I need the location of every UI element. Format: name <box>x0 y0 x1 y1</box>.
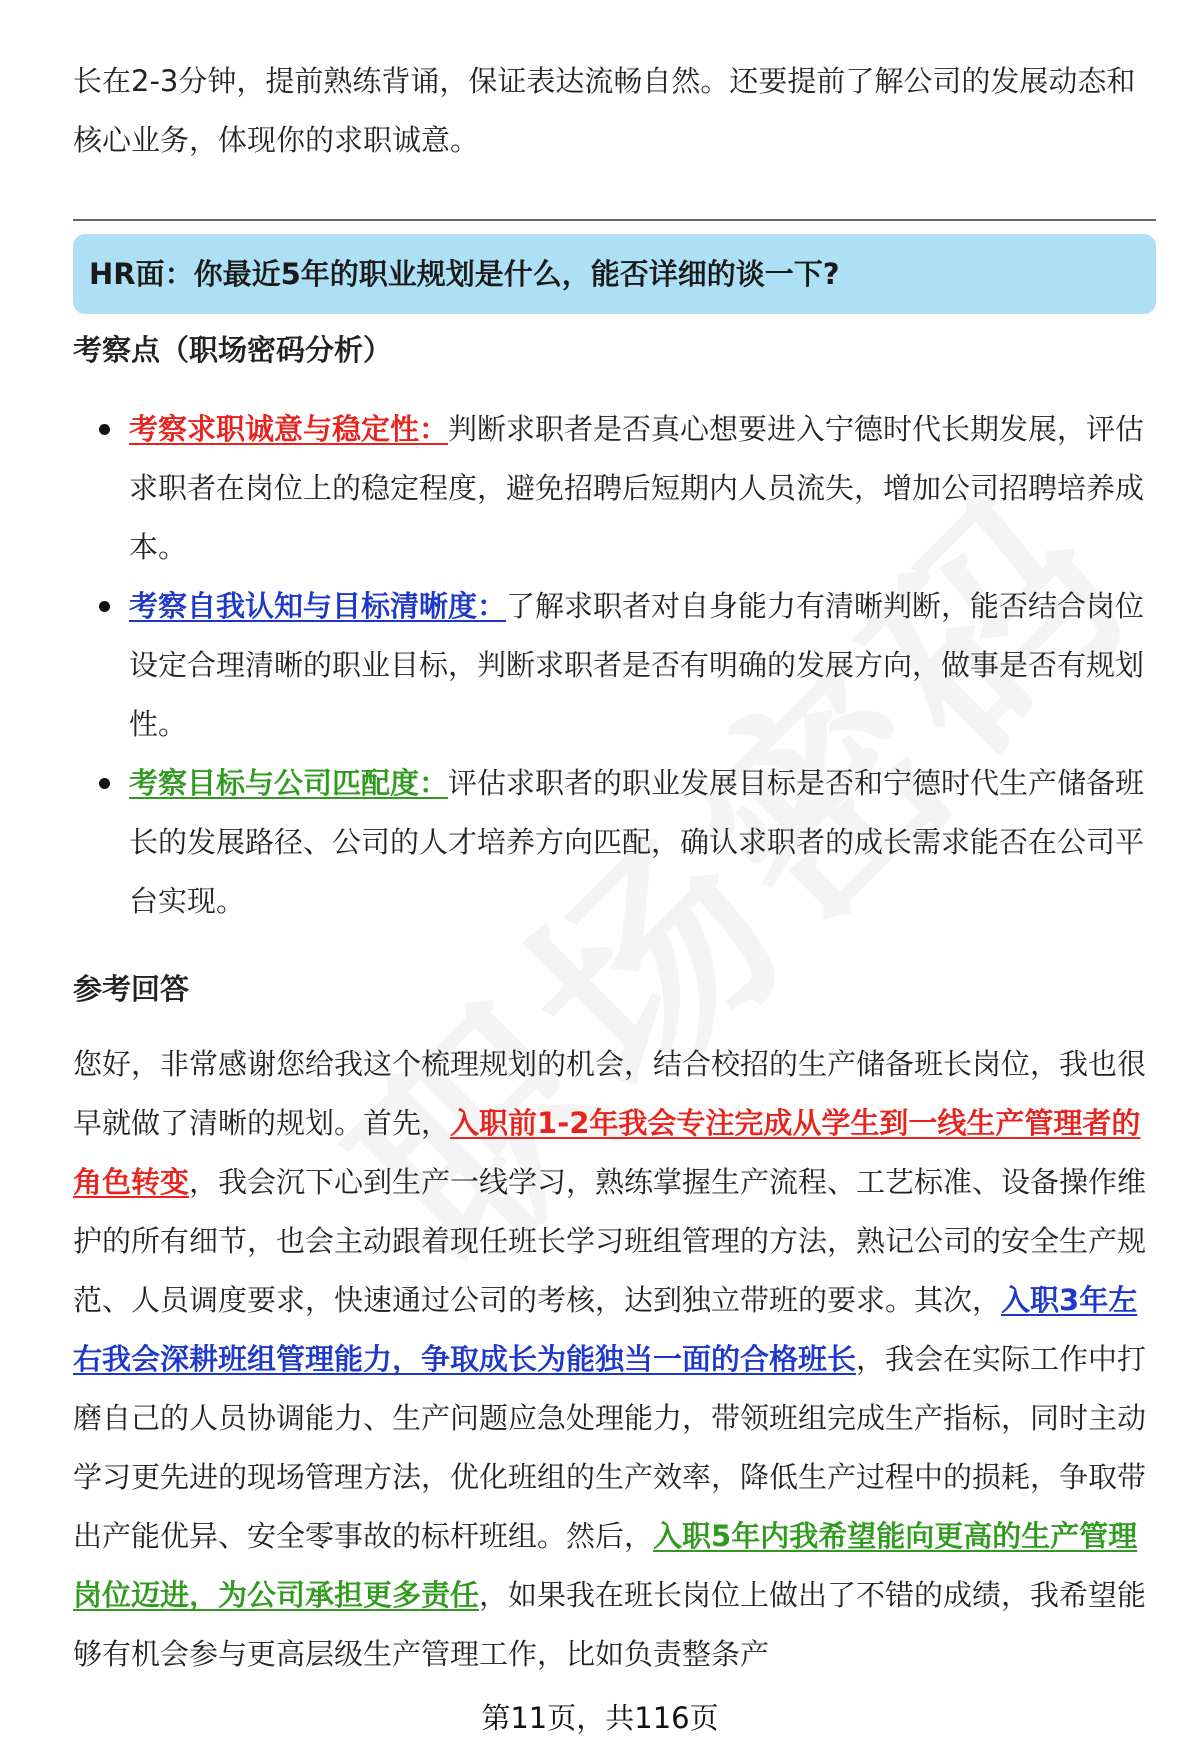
point-text: 了解求职者对自身能力有清晰判断，能否结合岗位设定合理清晰的职业目标，判断求职者是否有明确的发展方向，做事是否有规划性。 <box>129 589 1145 741</box>
bullet-icon <box>99 601 110 612</box>
question-text: HR面：你最近5年的职业规划是什么，能否详细的谈一下? <box>89 257 840 291</box>
answer-highlight: 入职5年内我希望能向更高的生产管理岗位迈进，为公司承担更多责任 <box>73 1519 1138 1612</box>
point-text: 判断求职者是否真心想要进入宁德时代长期发展，评估求职者在岗位上的稳定程度，避免招聘后短期内人员流失，增加公司招聘培养成本。 <box>129 412 1145 564</box>
answer-highlight: 入职3年左右我会深耕班组管理能力，争取成长为能独当一面的合格班长 <box>73 1283 1138 1376</box>
point-label: 考察自我认知与目标清晰度： <box>129 589 507 623</box>
answer-text: ，我会在实际工作中打磨自己的人员协调能力、生产问题应急处理能力，带领班组完成生产指标，同时主动学习更先进的现场管理方法，优化班组的生产效率，降低生产过程中的损耗，争取带出产能优异、安全零事故的标杆班组。然后， <box>73 1342 1147 1553</box>
list-item <box>73 400 1153 577</box>
bullet-icon <box>99 778 110 789</box>
list-item <box>73 577 1153 754</box>
point-label: 考察求职诚意与稳定性： <box>129 412 449 446</box>
answer-highlight: 入职前1-2年我会专注完成从学生到一线生产管理者的角色转变 <box>73 1106 1141 1199</box>
point-text: 评估求职者的职业发展目标是否和宁德时代生产储备班长的发展路径、公司的人才培养方向匹配，确认求职者的成长需求能否在公司平台实现。 <box>129 766 1145 918</box>
page-number: 第11页，共116页 <box>481 1701 719 1735</box>
divider <box>73 219 1156 221</box>
question-box <box>73 234 1156 314</box>
point-label: 考察目标与公司匹配度： <box>129 766 449 800</box>
answer-text: ，我会沉下心到生产一线学习，熟练掌握生产流程、工艺标准、设备操作维护的所有细节，也会主动跟着现任班长学习班组管理的方法，熟记公司的安全生产规范、人员调度要求，快速通过公司的考核，达到独立带班的要求。其次， <box>73 1165 1147 1317</box>
points-heading: 考察点（职场密码分析） <box>73 333 393 367</box>
answer-text: ，如果我在班长岗位上做出了不错的成绩，我希望能够有机会参与更高层级生产管理工作，比如负责整条产 <box>73 1578 1147 1671</box>
points-list <box>73 400 1153 931</box>
list-item <box>73 754 1153 931</box>
answer-heading: 参考回答 <box>73 972 190 1006</box>
bullet-icon <box>99 424 110 435</box>
intro-paragraph: 长在2-3分钟，提前熟练背诵，保证表达流畅自然。还要提前了解公司的发展动态和核心业务，体现你的求职诚意。 <box>73 64 1136 157</box>
answer-text: 您好，非常感谢您给我这个梳理规划的机会，结合校招的生产储备班长岗位，我也很早就做了清晰的规划。首先， <box>73 1047 1147 1140</box>
answer-paragraph <box>73 1035 1156 1684</box>
